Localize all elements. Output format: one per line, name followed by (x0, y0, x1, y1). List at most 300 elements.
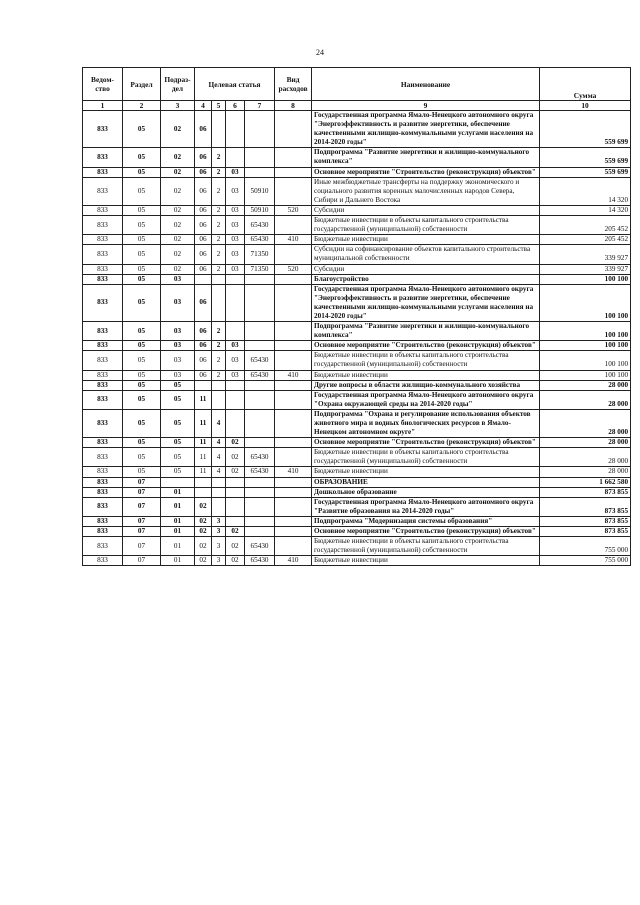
table-row (83, 264, 631, 274)
name-cell: Государственная программа Ямало-Ненецкого автономного округа "Энергоэффективность и развитие энергетики, обеспечение качественными жилищно-коммунальными услугами населения на 2014-2020 годы" (312, 111, 540, 148)
target-program-cell (195, 487, 212, 497)
target-subprogram-cell: 3 (212, 537, 226, 556)
sum-cell: 1 662 580 (540, 477, 631, 487)
table-body (83, 111, 631, 566)
podrazdel-cell: 03 (161, 341, 195, 351)
vedomstvo-cell: 833 (83, 370, 123, 380)
name-cell: Подпрограмма "Модернизация системы образования" (312, 516, 540, 526)
sum-cell: 205 452 (540, 216, 631, 235)
target-program-cell: 06 (195, 216, 212, 235)
name-cell: Субсидии (312, 264, 540, 274)
vedomstvo-cell: 833 (83, 556, 123, 566)
target-program-cell: 06 (195, 370, 212, 380)
razdel-cell: 07 (123, 516, 161, 526)
table-row (83, 477, 631, 487)
target-activity-cell: 02 (226, 537, 245, 556)
target-direction-cell (245, 516, 275, 526)
razdel-cell: 05 (123, 438, 161, 448)
column-index: 10 (540, 101, 631, 111)
podrazdel-cell: 02 (161, 177, 195, 205)
expense-type-cell (275, 497, 312, 516)
target-direction-cell: 50910 (245, 177, 275, 205)
table-row (83, 370, 631, 380)
sum-cell: 28 000 (540, 380, 631, 390)
razdel-cell: 05 (123, 235, 161, 245)
podrazdel-cell: 05 (161, 448, 195, 467)
target-direction-cell: 65430 (245, 216, 275, 235)
target-direction-cell (245, 322, 275, 341)
column-index: 7 (245, 101, 275, 111)
target-activity-cell (226, 477, 245, 487)
table-row (83, 235, 631, 245)
razdel-cell: 05 (123, 264, 161, 274)
target-direction-cell: 71350 (245, 264, 275, 274)
podrazdel-cell: 03 (161, 351, 195, 370)
podrazdel-cell: 02 (161, 111, 195, 148)
podrazdel-cell: 02 (161, 245, 195, 264)
target-subprogram-cell: 4 (212, 448, 226, 467)
podrazdel-cell: 05 (161, 380, 195, 390)
razdel-cell: 07 (123, 497, 161, 516)
target-program-cell: 02 (195, 537, 212, 556)
sum-cell: 100 100 (540, 341, 631, 351)
sum-cell: 100 100 (540, 351, 631, 370)
target-subprogram-cell: 2 (212, 177, 226, 205)
name-cell: Основное мероприятие "Строительство (реконструкция) объектов" (312, 527, 540, 537)
name-cell: Основное мероприятие "Строительство (реконструкция) объектов" (312, 167, 540, 177)
sum-cell: 100 100 (540, 322, 631, 341)
sum-cell: 100 100 (540, 284, 631, 321)
expense-type-cell (275, 448, 312, 467)
target-program-cell: 06 (195, 205, 212, 215)
vedomstvo-cell: 833 (83, 497, 123, 516)
razdel-cell: 05 (123, 216, 161, 235)
razdel-cell: 05 (123, 370, 161, 380)
target-activity-cell (226, 274, 245, 284)
vedomstvo-cell: 833 (83, 438, 123, 448)
name-cell: Государственная программа Ямало-Ненецкого автономного округа "Охрана окружающей среды на 2014-2020 годы" (312, 390, 540, 409)
target-direction-cell (245, 497, 275, 516)
column-index: 1 (83, 101, 123, 111)
target-program-cell: 06 (195, 264, 212, 274)
target-direction-cell (245, 390, 275, 409)
name-cell: Бюджетные инвестиции в объекты капитального строительства государственной (муниципальной) собственности (312, 537, 540, 556)
vedomstvo-cell: 833 (83, 205, 123, 215)
budget-table (82, 67, 631, 566)
razdel-cell: 05 (123, 322, 161, 341)
target-subprogram-cell: 2 (212, 322, 226, 341)
name-cell: Подпрограмма "Развитие энергетики и жилищно-коммунального комплекса" (312, 148, 540, 167)
target-activity-cell: 03 (226, 205, 245, 215)
sum-cell: 873 855 (540, 497, 631, 516)
sum-cell: 28 000 (540, 448, 631, 467)
target-program-cell: 11 (195, 390, 212, 409)
razdel-cell: 05 (123, 409, 161, 437)
sum-cell: 873 855 (540, 487, 631, 497)
podrazdel-cell: 02 (161, 264, 195, 274)
expense-type-cell (275, 409, 312, 437)
expense-type-cell (275, 284, 312, 321)
podrazdel-cell: 01 (161, 487, 195, 497)
target-subprogram-cell: 3 (212, 527, 226, 537)
target-program-cell: 06 (195, 177, 212, 205)
name-cell: Бюджетные инвестиции (312, 556, 540, 566)
target-program-cell (195, 477, 212, 487)
expense-type-cell (275, 438, 312, 448)
razdel-cell: 07 (123, 477, 161, 487)
target-program-cell (195, 274, 212, 284)
sum-cell: 339 927 (540, 245, 631, 264)
target-direction-cell (245, 438, 275, 448)
razdel-cell: 05 (123, 148, 161, 167)
name-cell: Бюджетные инвестиции (312, 235, 540, 245)
table-row (83, 380, 631, 390)
target-direction-cell (245, 487, 275, 497)
sum-cell: 28 000 (540, 390, 631, 409)
target-subprogram-cell (212, 380, 226, 390)
table-row (83, 205, 631, 215)
sum-cell: 755 000 (540, 556, 631, 566)
podrazdel-cell: 01 (161, 516, 195, 526)
table-row (83, 111, 631, 148)
vedomstvo-cell: 833 (83, 341, 123, 351)
target-direction-cell (245, 167, 275, 177)
column-index: 8 (275, 101, 312, 111)
target-program-cell: 06 (195, 284, 212, 321)
sum-cell: 559 699 (540, 148, 631, 167)
name-cell: Иные межбюджетные трансферты на поддержку экономического и социального развития коренных малочисленных народов Севера, Сибири и Дальнего Востока (312, 177, 540, 205)
name-cell: Бюджетные инвестиции в объекты капитального строительства государственной (муниципальной) собственности (312, 216, 540, 235)
razdel-cell: 05 (123, 284, 161, 321)
table-row (83, 167, 631, 177)
target-program-cell: 06 (195, 235, 212, 245)
expense-type-cell (275, 111, 312, 148)
table-row (83, 274, 631, 284)
vedomstvo-cell: 833 (83, 177, 123, 205)
razdel-cell: 05 (123, 380, 161, 390)
razdel-cell: 05 (123, 205, 161, 215)
podrazdel-cell: 05 (161, 438, 195, 448)
razdel-cell: 05 (123, 390, 161, 409)
target-activity-cell (226, 409, 245, 437)
sum-cell: 100 100 (540, 274, 631, 284)
razdel-cell: 05 (123, 245, 161, 264)
razdel-cell: 05 (123, 467, 161, 477)
vedomstvo-cell: 833 (83, 477, 123, 487)
expense-type-cell: 410 (275, 556, 312, 566)
target-subprogram-cell: 4 (212, 409, 226, 437)
table-row (83, 284, 631, 321)
sum-cell: 559 699 (540, 111, 631, 148)
expense-type-cell (275, 380, 312, 390)
sum-cell: 14 320 (540, 177, 631, 205)
razdel-cell: 05 (123, 341, 161, 351)
sum-cell: 755 000 (540, 537, 631, 556)
target-program-cell: 11 (195, 438, 212, 448)
target-subprogram-cell: 2 (212, 216, 226, 235)
table-row (83, 516, 631, 526)
target-subprogram-cell (212, 497, 226, 516)
target-subprogram-cell: 2 (212, 148, 226, 167)
target-direction-cell: 65430 (245, 467, 275, 477)
target-program-cell: 06 (195, 167, 212, 177)
vedomstvo-cell: 833 (83, 148, 123, 167)
target-direction-cell: 71350 (245, 245, 275, 264)
target-direction-cell (245, 274, 275, 284)
expense-type-cell (275, 477, 312, 487)
expense-type-cell (275, 527, 312, 537)
target-subprogram-cell: 2 (212, 264, 226, 274)
vedomstvo-cell: 833 (83, 216, 123, 235)
target-subprogram-cell: 2 (212, 235, 226, 245)
expense-type-cell (275, 245, 312, 264)
name-cell: Государственная программа Ямало-Ненецкого автономного округа "Энергоэффективность и развитие энергетики, обеспечение качественными жилищно-коммунальными услугами населения на 2014-2020 годы" (312, 284, 540, 321)
name-cell: Бюджетные инвестиции (312, 467, 540, 477)
header-podrazdel: Подраз-дел (161, 68, 195, 101)
expense-type-cell (275, 322, 312, 341)
column-index: 4 (195, 101, 212, 111)
name-cell: Подпрограмма "Охрана и регулирование использования объектов животного мира и водных биологических ресурсов в Ямало-Ненецком автономном округе" (312, 409, 540, 437)
sum-cell: 100 100 (540, 370, 631, 380)
name-cell: Дошкольное образование (312, 487, 540, 497)
vedomstvo-cell: 833 (83, 527, 123, 537)
target-direction-cell (245, 341, 275, 351)
name-cell: Основное мероприятие "Строительство (реконструкция) объектов" (312, 341, 540, 351)
target-subprogram-cell (212, 284, 226, 321)
target-activity-cell (226, 380, 245, 390)
target-program-cell: 11 (195, 409, 212, 437)
target-subprogram-cell (212, 390, 226, 409)
name-cell: Подпрограмма "Развитие энергетики и жилищно-коммунального комплекса" (312, 322, 540, 341)
podrazdel-cell: 03 (161, 284, 195, 321)
column-index: 3 (161, 101, 195, 111)
target-subprogram-cell: 2 (212, 341, 226, 351)
vedomstvo-cell: 833 (83, 264, 123, 274)
header-vedomstvo: Ведом-ство (83, 68, 123, 101)
name-cell: Государственная программа Ямало-Ненецкого автономного округа "Развитие образования на 2014-2020 годы" (312, 497, 540, 516)
name-cell: Бюджетные инвестиции в объекты капитального строительства государственной (муниципальной) собственности (312, 351, 540, 370)
vedomstvo-cell: 833 (83, 322, 123, 341)
target-program-cell: 11 (195, 448, 212, 467)
table-row (83, 438, 631, 448)
column-index: 2 (123, 101, 161, 111)
razdel-cell: 05 (123, 111, 161, 148)
sum-cell: 28 000 (540, 467, 631, 477)
target-direction-cell (245, 409, 275, 437)
podrazdel-cell (161, 477, 195, 487)
razdel-cell: 07 (123, 556, 161, 566)
sum-cell: 28 000 (540, 438, 631, 448)
target-activity-cell: 03 (226, 245, 245, 264)
podrazdel-cell: 02 (161, 148, 195, 167)
podrazdel-cell: 05 (161, 390, 195, 409)
vedomstvo-cell: 833 (83, 380, 123, 390)
target-program-cell: 02 (195, 497, 212, 516)
target-direction-cell: 65430 (245, 537, 275, 556)
target-activity-cell: 03 (226, 351, 245, 370)
target-direction-cell: 65430 (245, 370, 275, 380)
vedomstvo-cell: 833 (83, 245, 123, 264)
podrazdel-cell: 02 (161, 216, 195, 235)
target-subprogram-cell: 2 (212, 370, 226, 380)
target-direction-cell: 50910 (245, 205, 275, 215)
vedomstvo-cell: 833 (83, 516, 123, 526)
expense-type-cell (275, 274, 312, 284)
name-cell: ОБРАЗОВАНИЕ (312, 477, 540, 487)
expense-type-cell (275, 148, 312, 167)
razdel-cell: 07 (123, 527, 161, 537)
target-program-cell: 06 (195, 245, 212, 264)
name-cell: Основное мероприятие "Строительство (реконструкция) объектов" (312, 438, 540, 448)
table-row (83, 390, 631, 409)
table-row (83, 216, 631, 235)
target-direction-cell: 65430 (245, 448, 275, 467)
target-program-cell: 06 (195, 322, 212, 341)
vedomstvo-cell: 833 (83, 274, 123, 284)
expense-type-cell: 520 (275, 264, 312, 274)
podrazdel-cell: 01 (161, 527, 195, 537)
vedomstvo-cell: 833 (83, 537, 123, 556)
header-name: Наименование (312, 68, 540, 101)
sum-cell: 873 855 (540, 516, 631, 526)
target-subprogram-cell: 3 (212, 516, 226, 526)
target-program-cell (195, 380, 212, 390)
target-direction-cell (245, 477, 275, 487)
target-subprogram-cell: 4 (212, 438, 226, 448)
podrazdel-cell: 01 (161, 537, 195, 556)
razdel-cell: 07 (123, 537, 161, 556)
sum-cell: 559 699 (540, 167, 631, 177)
target-direction-cell: 65430 (245, 351, 275, 370)
target-program-cell: 11 (195, 467, 212, 477)
table-row (83, 556, 631, 566)
vedomstvo-cell: 833 (83, 284, 123, 321)
razdel-cell: 05 (123, 177, 161, 205)
target-subprogram-cell (212, 477, 226, 487)
sum-cell: 873 855 (540, 527, 631, 537)
podrazdel-cell: 02 (161, 167, 195, 177)
target-activity-cell: 03 (226, 370, 245, 380)
name-cell: Субсидии на софинансирование объектов капитального строительства муниципальной собственности (312, 245, 540, 264)
razdel-cell: 05 (123, 274, 161, 284)
target-activity-cell: 03 (226, 264, 245, 274)
target-subprogram-cell: 4 (212, 467, 226, 477)
podrazdel-cell: 03 (161, 370, 195, 380)
table-row (83, 322, 631, 341)
column-index: 9 (312, 101, 540, 111)
expense-type-cell: 410 (275, 235, 312, 245)
expense-type-cell: 520 (275, 205, 312, 215)
target-activity-cell: 02 (226, 448, 245, 467)
podrazdel-cell: 01 (161, 497, 195, 516)
target-subprogram-cell (212, 274, 226, 284)
target-activity-cell (226, 497, 245, 516)
table-row (83, 527, 631, 537)
expense-type-cell (275, 487, 312, 497)
table-row (83, 467, 631, 477)
target-direction-cell (245, 284, 275, 321)
target-activity-cell: 03 (226, 341, 245, 351)
podrazdel-cell: 02 (161, 235, 195, 245)
table-row (83, 341, 631, 351)
target-subprogram-cell (212, 487, 226, 497)
header-sum: Сумма (540, 68, 631, 101)
table-row (83, 177, 631, 205)
page-number: 24 (316, 48, 324, 57)
target-activity-cell (226, 284, 245, 321)
name-cell: Другие вопросы в области жилищно-коммунального хозяйства (312, 380, 540, 390)
target-activity-cell (226, 148, 245, 167)
target-direction-cell (245, 527, 275, 537)
target-activity-cell: 02 (226, 527, 245, 537)
name-cell: Благоустройство (312, 274, 540, 284)
expense-type-cell (275, 216, 312, 235)
target-activity-cell: 03 (226, 177, 245, 205)
table-row (83, 537, 631, 556)
sum-cell: 339 927 (540, 264, 631, 274)
header-expense-type: Вид расходов (275, 68, 312, 101)
target-program-cell: 02 (195, 527, 212, 537)
table-row (83, 409, 631, 437)
podrazdel-cell: 03 (161, 322, 195, 341)
razdel-cell: 05 (123, 167, 161, 177)
podrazdel-cell: 01 (161, 556, 195, 566)
target-subprogram-cell: 2 (212, 351, 226, 370)
vedomstvo-cell: 833 (83, 448, 123, 467)
sum-cell: 205 452 (540, 235, 631, 245)
table-row (83, 351, 631, 370)
vedomstvo-cell: 833 (83, 409, 123, 437)
expense-type-cell (275, 390, 312, 409)
razdel-cell: 05 (123, 351, 161, 370)
target-subprogram-cell (212, 111, 226, 148)
table-row (83, 245, 631, 264)
podrazdel-cell: 05 (161, 409, 195, 437)
target-direction-cell: 65430 (245, 235, 275, 245)
target-activity-cell: 02 (226, 467, 245, 477)
target-direction-cell: 65430 (245, 556, 275, 566)
target-activity-cell (226, 111, 245, 148)
target-direction-cell (245, 111, 275, 148)
name-cell: Субсидии (312, 205, 540, 215)
vedomstvo-cell: 833 (83, 235, 123, 245)
target-activity-cell (226, 390, 245, 409)
vedomstvo-cell: 833 (83, 390, 123, 409)
expense-type-cell (275, 167, 312, 177)
name-cell: Бюджетные инвестиции в объекты капитального строительства государственной (муниципальной) собственности (312, 448, 540, 467)
table-row (83, 448, 631, 467)
header-target-article: Целевая статья (195, 68, 275, 101)
target-program-cell: 02 (195, 516, 212, 526)
column-index: 5 (212, 101, 226, 111)
column-index-row (83, 101, 631, 111)
target-subprogram-cell: 2 (212, 205, 226, 215)
target-activity-cell: 02 (226, 438, 245, 448)
expense-type-cell (275, 341, 312, 351)
podrazdel-cell: 05 (161, 467, 195, 477)
podrazdel-cell: 03 (161, 274, 195, 284)
vedomstvo-cell: 833 (83, 351, 123, 370)
sum-cell: 14 320 (540, 205, 631, 215)
expense-type-cell (275, 177, 312, 205)
target-program-cell: 06 (195, 111, 212, 148)
target-activity-cell (226, 487, 245, 497)
expense-type-cell (275, 351, 312, 370)
target-activity-cell: 03 (226, 167, 245, 177)
table-row (83, 148, 631, 167)
table-row (83, 497, 631, 516)
vedomstvo-cell: 833 (83, 167, 123, 177)
